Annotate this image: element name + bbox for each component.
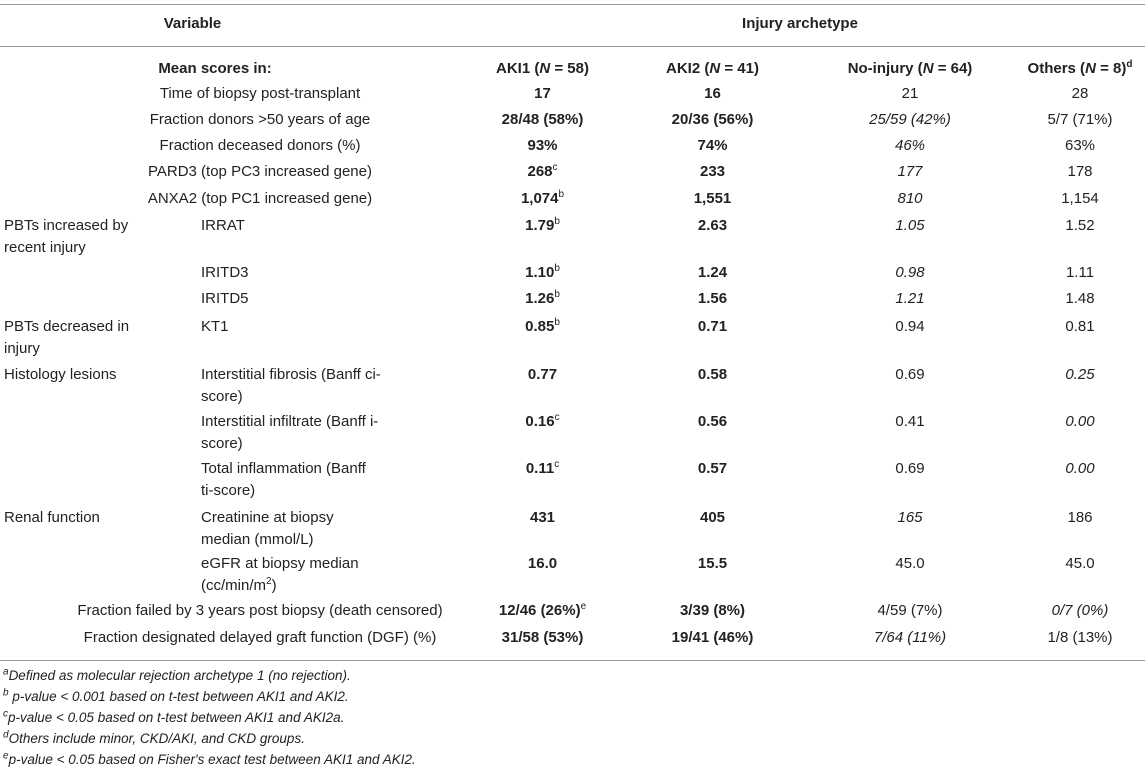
row-label: Total inflammation (Banff ti-score) [201,460,366,499]
cell-aki1: 12/46 $(26\%)^e$ [498,601,587,619]
cell-aki1: 17 [534,85,551,102]
cell-aki1: 0.11$^c$ [525,459,560,477]
cell-aki1: 31/58 (53%) [501,629,584,646]
cell-no-injury: 0.94 [895,318,925,335]
row-group-label: PBTs decreased in injury [4,318,130,357]
cell-no-injury: 177 [897,163,923,180]
row-label: PARD3 (top PC3 increased gene) [147,163,372,180]
cell-others: 0.00 [1065,413,1095,430]
cell-aki2: 3/39 (8%) [679,602,746,619]
cell-no-injury: 1.21 [895,290,925,307]
cell-no-injury: 810 [897,190,923,207]
footnote: $^c$p-value < 0.05 based on t-test between AKI1 and AKI2a. [3,708,345,725]
cell-no-injury: 7/64 (11%) [873,629,947,646]
cell-no-injury: 165 [897,509,923,526]
cell-no-injury: 25/59 (42%) [869,111,951,128]
cell-aki1: 0.77 [527,366,558,383]
header-variable: Variable [163,15,222,32]
cell-aki1: 0.16$^c$ [525,412,560,430]
cell-no-injury: 0.41 [895,413,925,430]
table-top-rule [0,4,1145,5]
footnote: $^b$ p-value < 0.001 based on t-test between AKI1 and AKI2. [3,687,349,704]
cell-no-injury: 0.69 [895,366,925,383]
cell-others: 28 [1071,85,1089,102]
row-label: Fraction failed by 3 years post biopsy (death censored) [77,602,443,619]
header-injury-archetype: Injury archetype [742,15,858,32]
col-header-aki2: AKI2 (N = 41) [666,60,759,77]
cell-others: 5/7 (71%) [1047,111,1113,128]
header-rule [0,46,1145,47]
cell-others: 178 [1067,163,1093,180]
cell-aki2: 19/41 (46%) [671,629,754,646]
col-header-no-injury: No-injury (N = 64) [847,60,973,77]
cell-others: 1.48 [1065,290,1095,307]
row-label: ANXA2 (top PC1 increased gene) [147,190,373,207]
cell-others: 0.81 [1065,318,1095,335]
row-label: IRITD5 [201,290,249,307]
header-mean-scores: Mean scores in: [158,60,272,77]
cell-aki1: 1.10$^b$ [525,263,560,281]
cell-aki2: 20/36 (56%) [671,111,754,128]
footnote: $^a$Defined as molecular rejection archetype 1 (no rejection). [3,666,351,683]
row-label: IRITD3 [201,264,249,281]
cell-aki2: 2.63 [697,217,728,234]
cell-aki2: 0.56 [697,413,728,430]
cell-others: 0/7 (0%) [1051,602,1109,619]
cell-aki2: 0.71 [697,318,728,335]
row-label: Fraction donors >50 years of age [149,111,371,128]
cell-others: 0.00 [1065,460,1095,477]
cell-aki2: 1.24 [697,264,728,281]
cell-no-injury: 21 [901,85,919,102]
row-label: Interstitial fibrosis (Banff ci-score) [201,366,381,405]
row-group-label: PBTs increased by recent injury [4,217,129,256]
cell-no-injury: 0.98 [895,264,925,281]
row-label: KT1 [201,318,229,335]
cell-aki1: 93% [527,137,558,154]
col-header-aki1: AKI1 (N = 58) [496,60,589,77]
cell-no-injury: 4/59 (7%) [877,602,943,619]
cell-aki2: 16 [704,85,721,102]
row-label: Time of biopsy post-transplant [159,85,361,102]
cell-aki2: 0.58 [697,366,728,383]
footnote: $^e$p-value < 0.05 based on Fisher's exact test between AKI1 and AKI2. [3,750,416,767]
cell-others: 63% [1064,137,1096,154]
cell-others: 0.25 [1065,366,1095,383]
row-label: eGFR at biopsy median $(cc/\min/m^2)$ [201,555,359,594]
cell-aki1: 1.26$^b$ [525,289,560,307]
row-label: Interstitial infiltrate (Banff i-score) [201,413,379,452]
cell-others: 45.0 [1065,555,1095,572]
cell-others: 1.52 [1065,217,1095,234]
row-group-label: Histology lesions [4,366,117,383]
cell-others: 1,154 [1061,190,1099,207]
row-label: Fraction deceased donors (%) [159,137,361,154]
footnote: $^d$Others include minor, CKD/AKI, and CKD groups. [3,729,305,746]
cell-others: 186 [1067,509,1093,526]
cell-aki2: 74% [697,137,728,154]
cell-no-injury: 0.69 [895,460,925,477]
cell-aki1: 268$^c$ [527,162,558,180]
row-label: IRRAT [201,217,245,234]
cell-aki1: 431 [529,509,556,526]
cell-others: 1/8 (13%) [1047,629,1113,646]
table-bottom-rule [0,660,1145,661]
cell-aki2: 0.57 [697,460,728,477]
cell-aki2: 1,551 [693,190,732,207]
cell-aki2: 15.5 [697,555,728,572]
row-label: Fraction designated delayed graft function (DGF) (%) [83,629,437,646]
cell-no-injury: 45.0 [895,555,925,572]
cell-no-injury: 46% [894,137,926,154]
cell-aki2: 233 [699,163,726,180]
cell-aki1: 1.79$^b$ [525,216,560,234]
cell-aki1: 0.85$^b$ [525,317,560,335]
row-group-label: Renal function [4,509,100,526]
row-label: Creatinine at biopsy median (mmol/L) [201,509,334,548]
cell-aki1: 16.0 [527,555,558,572]
cell-aki1: 28/48 (58%) [501,111,584,128]
cell-aki1: 1,074$^b$ [520,189,565,207]
col-header-others: Others (N = 8)$^d$ [1027,59,1133,77]
cell-aki2: 405 [699,509,726,526]
cell-aki2: 1.56 [697,290,728,307]
cell-others: 1.11 [1065,264,1095,281]
cell-no-injury: 1.05 [895,217,925,234]
